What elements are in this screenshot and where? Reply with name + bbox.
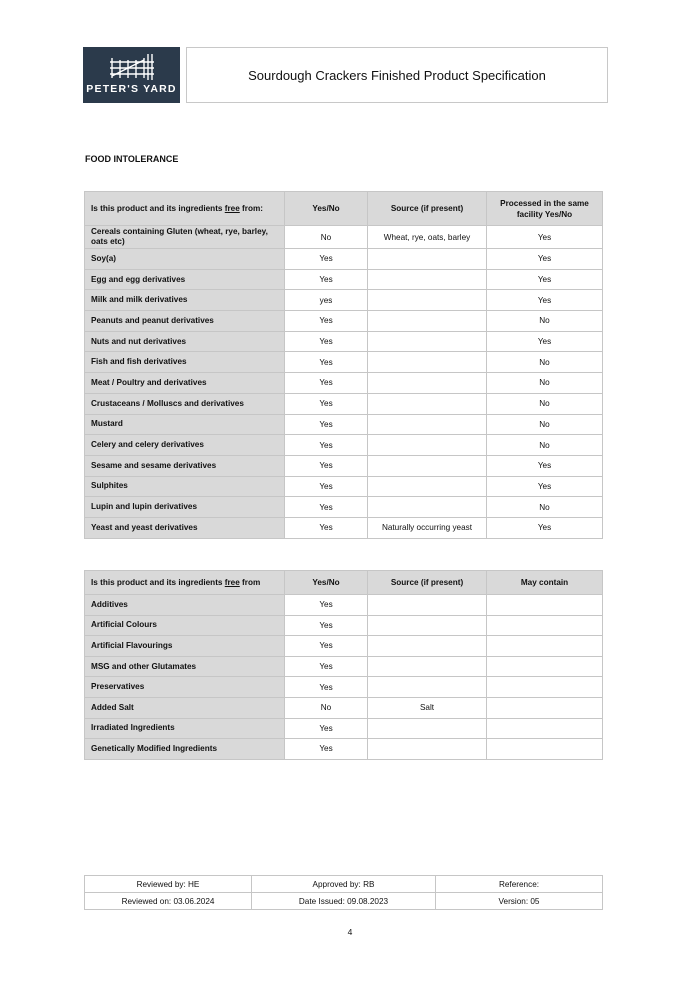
yes-no-cell: Yes	[285, 497, 368, 518]
source-cell	[368, 352, 487, 373]
table-row	[85, 269, 603, 290]
reviewed-by: Reviewed by: HE	[85, 876, 252, 893]
ingredient-name-cell: Irradiated Ingredients	[85, 718, 285, 739]
table-row	[85, 435, 603, 456]
allergen-table	[84, 191, 603, 539]
table-row	[85, 677, 603, 698]
may-contain-cell	[487, 677, 603, 698]
column-header-source: Source (if present)	[368, 192, 487, 226]
source-cell	[368, 656, 487, 677]
footer-row	[85, 893, 603, 910]
yes-no-cell: Yes	[285, 435, 368, 456]
table-row	[85, 331, 603, 352]
section-heading: FOOD INTOLERANCE	[85, 154, 179, 164]
column-header-same-facility: Processed in the same facility Yes/No	[487, 192, 603, 226]
may-contain-cell	[487, 656, 603, 677]
column-header-item: Is this product and its ingredients free from	[85, 571, 285, 595]
yes-no-cell: Yes	[285, 373, 368, 394]
column-header-yes-no: Yes/No	[285, 192, 368, 226]
source-cell	[368, 249, 487, 270]
source-cell	[368, 739, 487, 760]
source-cell: Wheat, rye, oats, barley	[368, 226, 487, 249]
ingredient-name-cell: Added Salt	[85, 697, 285, 718]
allergen-name-cell: Sulphites	[85, 476, 285, 497]
table-row	[85, 595, 603, 616]
source-cell	[368, 677, 487, 698]
table-row	[85, 697, 603, 718]
table-row	[85, 718, 603, 739]
may-contain-cell	[487, 739, 603, 760]
source-cell	[368, 455, 487, 476]
allergen-name-cell: Sesame and sesame derivatives	[85, 455, 285, 476]
yes-no-cell: Yes	[285, 249, 368, 270]
source-cell	[368, 595, 487, 616]
may-contain-cell	[487, 636, 603, 657]
table-row	[85, 455, 603, 476]
column-header-yes-no: Yes/No	[285, 571, 368, 595]
table-row	[85, 739, 603, 760]
table-row	[85, 636, 603, 657]
allergen-name-cell: Yeast and yeast derivatives	[85, 517, 285, 538]
same-facility-cell: No	[487, 311, 603, 332]
may-contain-cell	[487, 697, 603, 718]
table-row	[85, 476, 603, 497]
yes-no-cell: yes	[285, 290, 368, 311]
date-issued: Date Issued: 09.08.2023	[252, 893, 436, 910]
brand-logo	[83, 47, 180, 103]
source-cell	[368, 636, 487, 657]
table-row	[85, 352, 603, 373]
approved-by: Approved by: RB	[252, 876, 436, 893]
yes-no-cell: Yes	[285, 331, 368, 352]
additives-table	[84, 570, 603, 760]
source-cell: Salt	[368, 697, 487, 718]
column-header-item: Is this product and its ingredients free from:	[85, 192, 285, 226]
allergen-name-cell: Peanuts and peanut derivatives	[85, 311, 285, 332]
ingredient-name-cell: Genetically Modified Ingredients	[85, 739, 285, 760]
yes-no-cell: Yes	[285, 517, 368, 538]
allergen-name-cell: Crustaceans / Molluscs and derivatives	[85, 393, 285, 414]
yes-no-cell: Yes	[285, 455, 368, 476]
yes-no-cell: Yes	[285, 718, 368, 739]
reviewed-on: Reviewed on: 03.06.2024	[85, 893, 252, 910]
source-cell: Naturally occurring yeast	[368, 517, 487, 538]
yes-no-cell: No	[285, 226, 368, 249]
same-facility-cell: Yes	[487, 455, 603, 476]
table-row	[85, 311, 603, 332]
page-number: 4	[347, 927, 353, 937]
source-cell	[368, 373, 487, 394]
ingredient-name-cell: MSG and other Glutamates	[85, 656, 285, 677]
source-cell	[368, 290, 487, 311]
same-facility-cell: Yes	[487, 290, 603, 311]
may-contain-cell	[487, 595, 603, 616]
ingredient-name-cell: Artificial Flavourings	[85, 636, 285, 657]
source-cell	[368, 393, 487, 414]
may-contain-cell	[487, 615, 603, 636]
footer-row	[85, 876, 603, 893]
gate-logo-icon	[108, 52, 156, 82]
allergen-name-cell: Celery and celery derivatives	[85, 435, 285, 456]
yes-no-cell: Yes	[285, 656, 368, 677]
allergen-name-cell: Meat / Poultry and derivatives	[85, 373, 285, 394]
allergen-name-cell: Milk and milk derivatives	[85, 290, 285, 311]
table-row	[85, 249, 603, 270]
same-facility-cell: No	[487, 497, 603, 518]
column-header-may-contain: May contain	[487, 571, 603, 595]
same-facility-cell: No	[487, 393, 603, 414]
yes-no-cell: Yes	[285, 311, 368, 332]
source-cell	[368, 476, 487, 497]
may-contain-cell	[487, 718, 603, 739]
same-facility-cell: Yes	[487, 249, 603, 270]
same-facility-cell: Yes	[487, 269, 603, 290]
allergen-name-cell: Mustard	[85, 414, 285, 435]
table-row	[85, 373, 603, 394]
table-row	[85, 393, 603, 414]
source-cell	[368, 269, 487, 290]
table-row	[85, 290, 603, 311]
yes-no-cell: Yes	[285, 615, 368, 636]
allergen-name-cell: Fish and fish derivatives	[85, 352, 285, 373]
allergen-name-cell: Cereals containing Gluten (wheat, rye, barley, oats etc)	[85, 226, 285, 249]
source-cell	[368, 615, 487, 636]
allergen-name-cell: Soy(a)	[85, 249, 285, 270]
source-cell	[368, 497, 487, 518]
table-row	[85, 615, 603, 636]
yes-no-cell: Yes	[285, 393, 368, 414]
yes-no-cell: Yes	[285, 739, 368, 760]
same-facility-cell: Yes	[487, 226, 603, 249]
table-row	[85, 517, 603, 538]
document-control-footer	[84, 875, 603, 910]
source-cell	[368, 435, 487, 456]
same-facility-cell: No	[487, 414, 603, 435]
logo-text: PETER'S YARD	[86, 83, 177, 95]
allergen-name-cell: Nuts and nut derivatives	[85, 331, 285, 352]
same-facility-cell: No	[487, 435, 603, 456]
allergen-name-cell: Lupin and lupin derivatives	[85, 497, 285, 518]
table-row	[85, 226, 603, 249]
same-facility-cell: No	[487, 373, 603, 394]
yes-no-cell: Yes	[285, 595, 368, 616]
document-title: Sourdough Crackers Finished Product Specification	[186, 47, 608, 103]
same-facility-cell: Yes	[487, 476, 603, 497]
ingredient-name-cell: Artificial Colours	[85, 615, 285, 636]
same-facility-cell: No	[487, 352, 603, 373]
table-row	[85, 497, 603, 518]
table-row	[85, 414, 603, 435]
ingredient-name-cell: Additives	[85, 595, 285, 616]
allergen-name-cell: Egg and egg derivatives	[85, 269, 285, 290]
table-row	[85, 656, 603, 677]
column-header-source: Source (if present)	[368, 571, 487, 595]
table-header-row	[85, 192, 603, 226]
yes-no-cell: Yes	[285, 414, 368, 435]
reference: Reference:	[436, 876, 603, 893]
yes-no-cell: Yes	[285, 269, 368, 290]
source-cell	[368, 414, 487, 435]
table-header-row	[85, 571, 603, 595]
source-cell	[368, 311, 487, 332]
yes-no-cell: Yes	[285, 677, 368, 698]
same-facility-cell: Yes	[487, 517, 603, 538]
yes-no-cell: Yes	[285, 476, 368, 497]
source-cell	[368, 718, 487, 739]
same-facility-cell: Yes	[487, 331, 603, 352]
yes-no-cell: No	[285, 697, 368, 718]
ingredient-name-cell: Preservatives	[85, 677, 285, 698]
version: Version: 05	[436, 893, 603, 910]
source-cell	[368, 331, 487, 352]
yes-no-cell: Yes	[285, 636, 368, 657]
yes-no-cell: Yes	[285, 352, 368, 373]
